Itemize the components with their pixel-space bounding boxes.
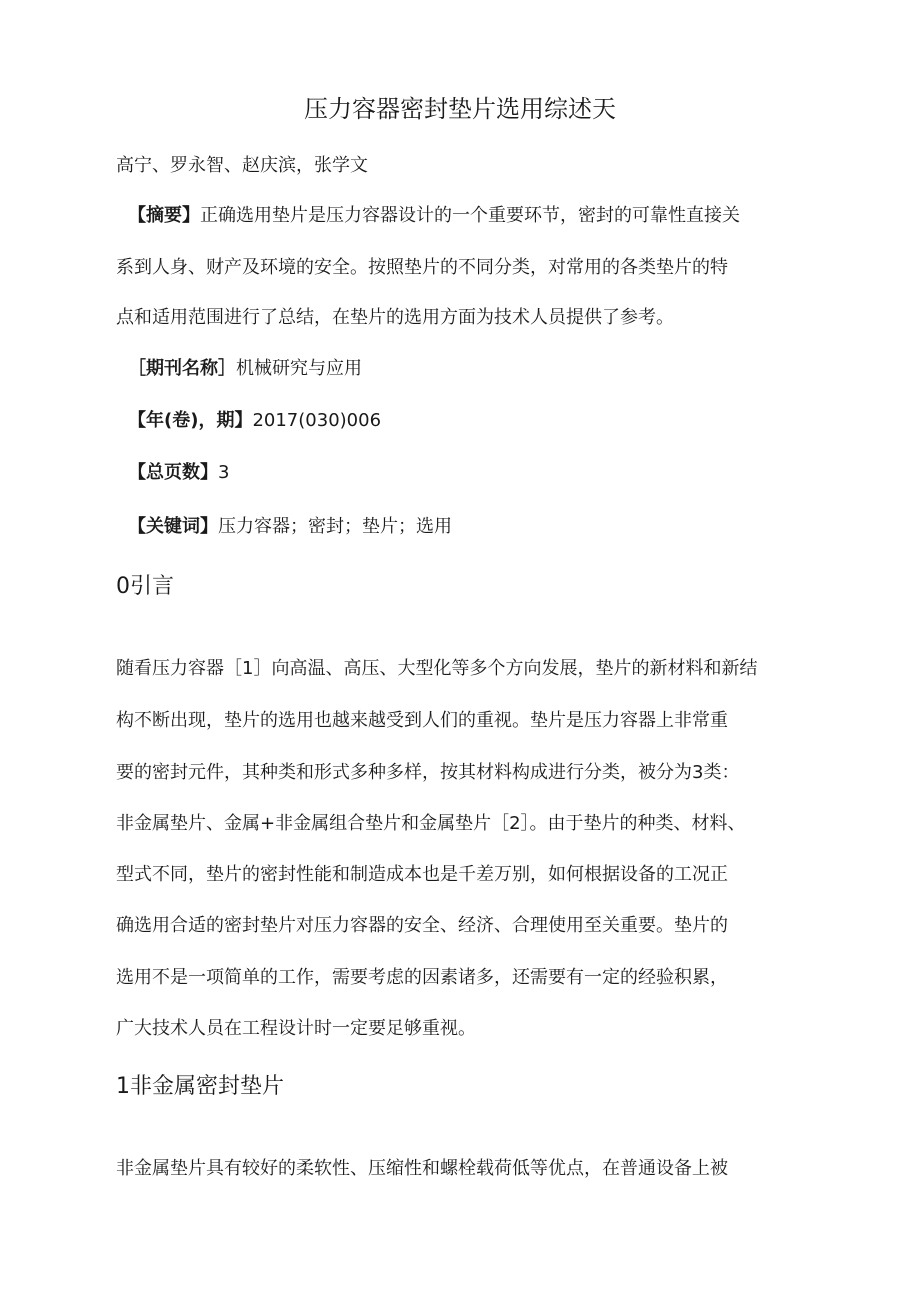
paragraph-line: 构不断出现，垫片的选用也越来越受到人们的重视。垫片是压力容器上非常重 bbox=[116, 710, 728, 731]
keywords-label: 【关键词】 bbox=[128, 516, 218, 537]
paragraph-line: 型式不同，垫片的密封性能和制造成本也是千差万别，如何根据设备的工况正 bbox=[116, 864, 728, 885]
document-title: 压力容器密封垫片选用综述天 bbox=[304, 95, 616, 123]
keywords-value: 压力容器；密封；垫片；选用 bbox=[218, 516, 452, 537]
author-list: 高宁、罗永智、赵庆滨，张学文 bbox=[116, 155, 368, 176]
section-heading-introduction: 0引言 bbox=[116, 574, 174, 599]
abstract-line-3: 点和适用范围进行了总结，在垫片的选用方面为技术人员提供了参考。 bbox=[116, 307, 674, 328]
paragraph-line: 要的密封元件，其种类和形式多种多样，按其材料构成进行分类，被分为3类： bbox=[116, 762, 740, 783]
year-issue-label: 【年(卷)，期】 bbox=[128, 410, 253, 431]
keywords bbox=[128, 515, 452, 539]
year-issue bbox=[128, 409, 381, 433]
abstract-label: 【摘要】 bbox=[128, 205, 200, 226]
abstract-text: 正确选用垫片是压力容器设计的一个重要环节，密封的可靠性直接关 bbox=[200, 205, 740, 226]
section-heading-nonmetal-gaskets: 1非金属密封垫片 bbox=[116, 1074, 284, 1099]
paragraph-line: 随看压力容器［1］向高温、高压、大型化等多个方向发展，垫片的新材料和新结 bbox=[116, 658, 758, 679]
journal-name bbox=[128, 357, 362, 381]
year-issue-value: 2017(030)006 bbox=[252, 410, 382, 431]
total-pages bbox=[128, 461, 229, 485]
paragraph-line: 广大技术人员在工程设计时一定要足够重视。 bbox=[116, 1018, 476, 1039]
journal-label: ［期刊名称］ bbox=[128, 358, 236, 379]
journal-value: 机械研究与应用 bbox=[236, 358, 362, 379]
paragraph-line: 非金属垫片、金属+非金属组合垫片和金属垫片［2］。由于垫片的种类、材料、 bbox=[116, 813, 746, 834]
paragraph-line: 确选用合适的密封垫片对压力容器的安全、经济、合理使用至关重要。垫片的 bbox=[116, 915, 728, 936]
total-pages-label: 【总页数】 bbox=[128, 462, 218, 483]
total-pages-value: 3 bbox=[218, 462, 230, 483]
paragraph-line: 选用不是一项简单的工作，需要考虑的因素诸多，还需要有一定的经验积累， bbox=[116, 967, 728, 988]
paragraph-line: 非金属垫片具有较好的柔软性、压缩性和螺栓载荷低等优点，在普通设备上被 bbox=[116, 1158, 728, 1179]
abstract-line-2: 系到人身、财产及环境的安全。按照垫片的不同分类，对常用的各类垫片的特 bbox=[116, 257, 728, 278]
abstract-line-1 bbox=[128, 204, 740, 228]
